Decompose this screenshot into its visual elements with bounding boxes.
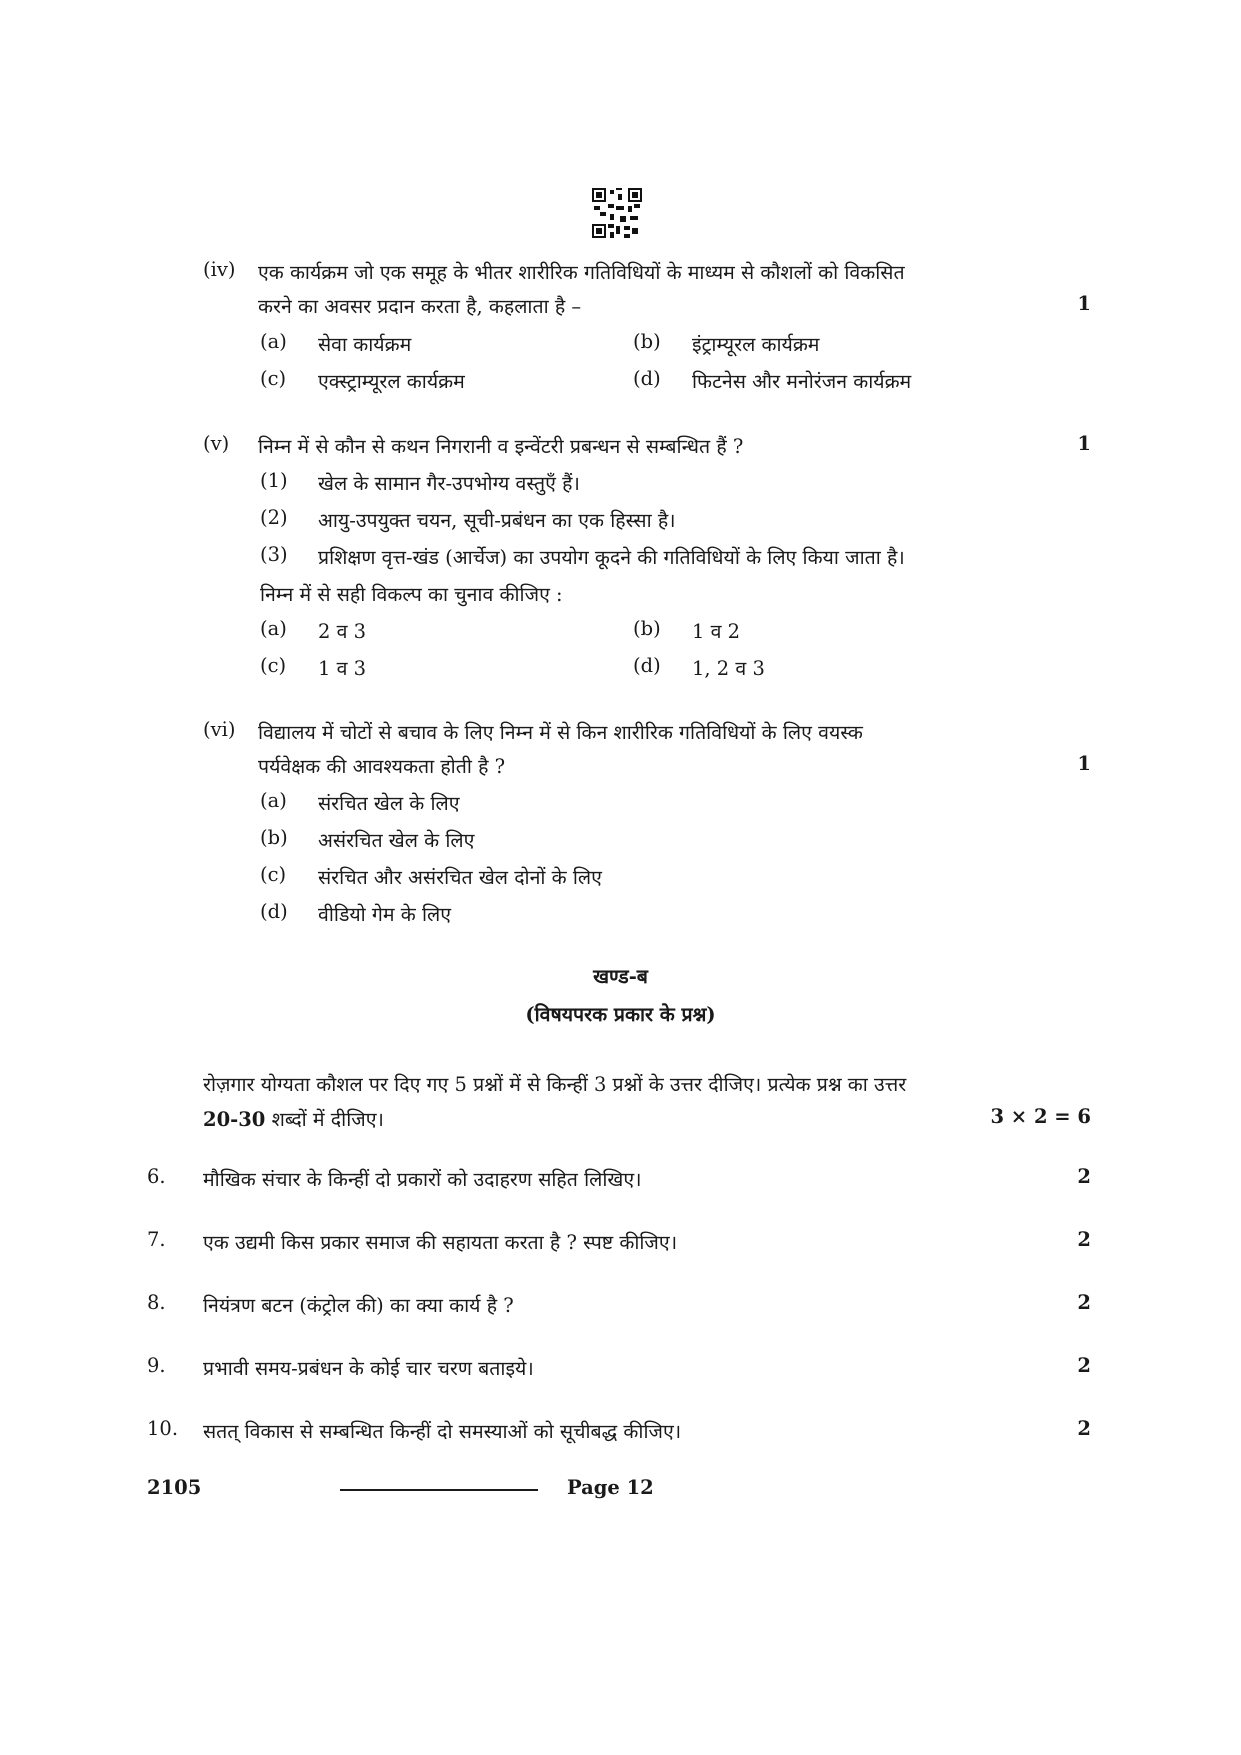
q8-number: 8. [147, 1291, 166, 1314]
q-v-text: निम्न में से कौन से कथन निगरानी व इन्वेंटरी प्रबन्धन से सम्बन्धित हैं ? [258, 435, 744, 458]
q-iv-option-b-text: इंट्राम्यूरल कार्यक्रम [692, 333, 820, 356]
q-iv-option-a-text: सेवा कार्यक्रम [318, 333, 412, 356]
q10-number: 10. [147, 1417, 179, 1440]
q-v-option-b-label: (b) [633, 617, 661, 640]
q-v-statement-1-text: खेल के सामान गैर-उपभोग्य वस्तुएँ हैं। [318, 472, 580, 495]
section-b-subtitle: (विषयपरक प्रकार के प्रश्न) [525, 1003, 716, 1026]
q6-marks: 2 [1077, 1165, 1091, 1188]
q9-marks: 2 [1077, 1354, 1091, 1377]
q-vi-marks: 1 [1077, 752, 1091, 775]
section-b-instruction-line2 [203, 1105, 384, 1132]
q-iv-number: (iv) [203, 258, 236, 281]
q-v-option-d-label: (d) [633, 654, 661, 677]
q7-text: एक उद्यमी किस प्रकार समाज की सहायता करता है ? स्पष्ट कीजिए। [203, 1231, 678, 1254]
q-iv-option-d-label: (d) [633, 367, 661, 390]
q-iv-text-line2: करने का अवसर प्रदान करता है, कहलाता है – [258, 295, 582, 318]
q-v-option-a-label: (a) [260, 617, 287, 640]
q-v-statement-1-label: (1) [260, 469, 288, 492]
q8-marks: 2 [1077, 1291, 1091, 1314]
q-v-marks: 1 [1077, 432, 1091, 455]
q-iv-option-c-label: (c) [260, 367, 287, 390]
footer-divider [340, 1489, 538, 1491]
page-number: Page 12 [567, 1476, 654, 1499]
q7-number: 7. [147, 1228, 166, 1251]
q-vi-number: (vi) [203, 718, 236, 741]
word-range: 20-30 [203, 1108, 266, 1131]
q-vi-text-line1: विद्यालय में चोटों से बचाव के लिए निम्न में से किन शारीरिक गतिविधियों के लिए वयस्क [258, 721, 863, 744]
q-vi-option-a-text: संरचित खेल के लिए [318, 792, 460, 815]
q-iv-text-line1: एक कार्यक्रम जो एक समूह के भीतर शारीरिक गतिविधियों के माध्यम से कौशलों को विकसित [258, 261, 905, 284]
q9-number: 9. [147, 1354, 166, 1377]
section-b-instruction-line1: रोज़गार योग्यता कौशल पर दिए गए 5 प्रश्नों में से किन्हीं 3 प्रश्नों के उत्तर दीजिए। प्रत्येक प्रश्न का उत्तर [203, 1073, 907, 1096]
q10-text: सतत् विकास से सम्बन्धित किन्हीं दो समस्याओं को सूचीबद्ध कीजिए। [203, 1420, 682, 1443]
q-v-option-c-label: (c) [260, 654, 287, 677]
q-vi-option-d-text: वीडियो गेम के लिए [318, 903, 452, 926]
q-vi-option-c-text: संरचित और असंरचित खेल दोनों के लिए [318, 866, 602, 889]
section-b-total-marks: 3 × 2 = 6 [990, 1105, 1091, 1128]
q-vi-text-line2: पर्यवेक्षक की आवश्यकता होती है ? [258, 755, 506, 778]
q-v-statement-3-label: (3) [260, 543, 288, 566]
q-iv-option-d-text: फिटनेस और मनोरंजन कार्यक्रम [692, 370, 912, 393]
q8-text: नियंत्रण बटन (कंट्रोल की) का क्या कार्य है ? [203, 1294, 514, 1317]
q-v-number: (v) [203, 432, 230, 455]
q-v-option-b-text: 1 व 2 [692, 620, 741, 643]
q-v-option-a-text: 2 व 3 [318, 620, 367, 643]
q-iv-option-b-label: (b) [633, 330, 661, 353]
q7-marks: 2 [1077, 1228, 1091, 1251]
q10-marks: 2 [1077, 1417, 1091, 1440]
q-vi-option-a-label: (a) [260, 789, 287, 812]
q6-number: 6. [147, 1165, 166, 1188]
q-iv-marks: 1 [1077, 292, 1091, 315]
q-iv-option-c-text: एक्स्ट्राम्यूरल कार्यक्रम [318, 370, 465, 393]
word-range-suffix: शब्दों में दीजिए। [265, 1108, 384, 1131]
q-v-statement-2-label: (2) [260, 506, 288, 529]
q-v-statement-3-text: प्रशिक्षण वृत्त-खंड (आर्चेज) का उपयोग कूदने की गतिविधियों के लिए किया जाता है। [318, 546, 905, 569]
q-iv-option-a-label: (a) [260, 330, 287, 353]
q-v-option-c-text: 1 व 3 [318, 657, 367, 680]
q-v-option-d-text: 1, 2 व 3 [692, 657, 765, 680]
q-vi-option-b-label: (b) [260, 826, 288, 849]
q-v-choose-instruction: निम्न में से सही विकल्प का चुनाव कीजिए : [260, 583, 563, 606]
q-vi-option-d-label: (d) [260, 900, 288, 923]
q6-text: मौखिक संचार के किन्हीं दो प्रकारों को उदाहरण सहित लिखिए। [203, 1168, 642, 1191]
q-v-statement-2-text: आयु-उपयुक्त चयन, सूची-प्रबंधन का एक हिस्सा है। [318, 509, 676, 532]
q9-text: प्रभावी समय-प्रबंधन के कोई चार चरण बताइये। [203, 1357, 534, 1380]
qr-code [592, 188, 642, 238]
q-vi-option-b-text: असंरचित खेल के लिए [318, 829, 475, 852]
section-b-title: खण्ड-ब [593, 965, 648, 988]
q-vi-option-c-label: (c) [260, 863, 287, 886]
paper-code: 2105 [147, 1476, 202, 1499]
